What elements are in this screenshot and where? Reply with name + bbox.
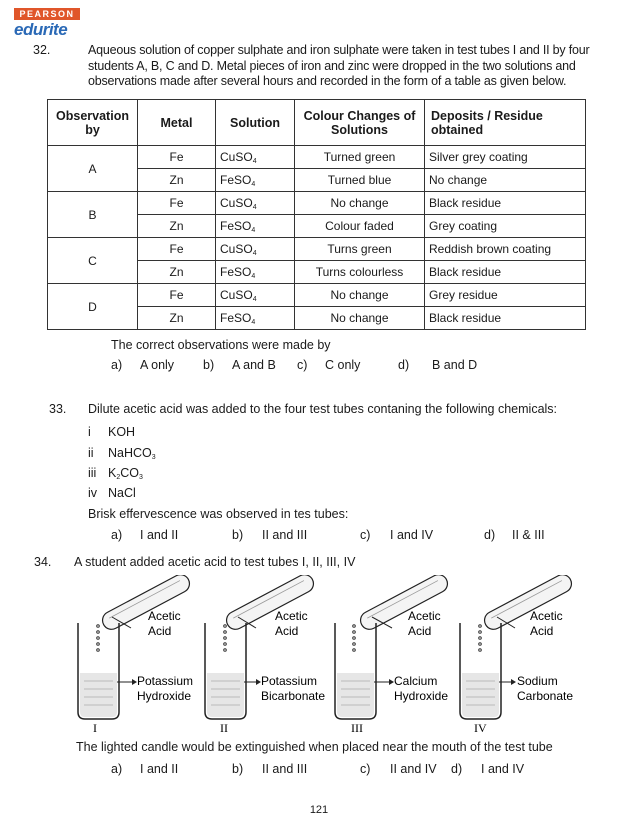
- deposit-cell: No change: [425, 169, 586, 192]
- drop: [479, 625, 482, 628]
- deposit-cell: Silver grey coating: [425, 146, 586, 169]
- option-text: A only: [140, 358, 175, 372]
- test-tube-1: [78, 575, 193, 735]
- question-number: 32.: [33, 43, 51, 57]
- chemical-formula: [108, 466, 143, 481]
- drop: [479, 643, 482, 646]
- option-text: II and III: [262, 762, 308, 776]
- option-text: I and IV: [481, 762, 525, 776]
- question-line: students A, B, C and D. Metal pieces of iron and zinc were dropped in the two solutions and: [88, 58, 576, 73]
- metal-cell: Zn: [138, 307, 216, 330]
- test-tube-3: [335, 575, 451, 735]
- subscript: 4: [252, 203, 257, 211]
- table-header-row: [48, 100, 586, 146]
- colour-cell: No change: [295, 284, 425, 307]
- formula-part: K: [108, 466, 117, 480]
- solution-liquid: [207, 673, 244, 717]
- drop: [224, 637, 227, 640]
- acid-dropper: [481, 575, 574, 632]
- chemical-formula: [108, 425, 135, 439]
- solution-formula: CuSO: [220, 149, 253, 164]
- subscript: 4: [252, 157, 257, 165]
- solution-formula: CuSO: [220, 287, 253, 302]
- colour-cell: Turned blue: [295, 169, 425, 192]
- roman-numeral: i: [88, 425, 91, 439]
- subscript: 4: [251, 272, 256, 280]
- question-number: 34.: [34, 555, 52, 569]
- drop: [479, 649, 482, 652]
- student-cell: C: [48, 238, 138, 284]
- drop: [353, 625, 356, 628]
- tube-number: II: [220, 721, 228, 735]
- subscript: 4: [252, 249, 257, 257]
- option-text: I and IV: [390, 528, 434, 542]
- solution-formula: CuSO: [220, 241, 253, 256]
- test-tubes-diagram: [0, 575, 638, 735]
- tube-number: IV: [474, 721, 487, 735]
- reagent-label: Acetic: [530, 609, 563, 623]
- subscript: 3: [139, 474, 143, 481]
- option-text: A and B: [232, 358, 276, 372]
- deposit-cell: Black residue: [425, 192, 586, 215]
- deposit-cell: Grey coating: [425, 215, 586, 238]
- metal-cell: Fe: [138, 146, 216, 169]
- chemical-formula: [108, 446, 156, 461]
- drop: [97, 637, 100, 640]
- colour-cell: Turns green: [295, 238, 425, 261]
- reagent-label: Acid: [530, 624, 554, 638]
- contents-label: Potassium: [261, 674, 318, 688]
- table-row: [48, 192, 586, 215]
- question-prompt: Brisk effervescence was observed in tes tubes:: [88, 507, 349, 521]
- drop: [479, 637, 482, 640]
- option-label: a): [111, 528, 123, 542]
- question-line: observations made after several hours and recorded in the form of a table as given below.: [88, 74, 567, 88]
- metal-cell: Zn: [138, 169, 216, 192]
- contents-label: Hydroxide: [394, 689, 449, 703]
- solution-cell: [216, 284, 295, 307]
- contents-label: Carbonate: [517, 689, 574, 703]
- drop: [97, 631, 100, 634]
- drop: [353, 637, 356, 640]
- option-label: a): [111, 762, 123, 776]
- option-label: d): [484, 528, 496, 542]
- table-row: [48, 146, 586, 169]
- reagent-label: Acid: [148, 624, 172, 638]
- brand-logo: edurite: [14, 20, 68, 39]
- metal-cell: Fe: [138, 238, 216, 261]
- header-cell: Metal: [138, 100, 216, 146]
- drop: [353, 649, 356, 652]
- solution-cell: [216, 192, 295, 215]
- metal-cell: Fe: [138, 192, 216, 215]
- option-label: d): [451, 762, 463, 776]
- option-label: d): [398, 358, 410, 372]
- option-text: I and II: [140, 762, 179, 776]
- tube-number: III: [351, 721, 363, 735]
- option-text: I and II: [140, 528, 179, 542]
- formula-part: NaHCO: [108, 446, 152, 460]
- roman-numeral: iv: [88, 486, 98, 500]
- subscript: 4: [251, 180, 256, 188]
- solution-cell: [216, 169, 295, 192]
- contents-label: Sodium: [517, 674, 558, 688]
- deposit-cell: Grey residue: [425, 284, 586, 307]
- arrow-head: [511, 679, 516, 685]
- option-text: B and D: [432, 358, 478, 372]
- question-line: Aqueous solution of copper sulphate and iron sulphate were taken in test tubes I and II by four: [88, 43, 590, 57]
- contents-label: Hydroxide: [137, 689, 192, 703]
- formula-part: NaCl: [108, 486, 136, 500]
- metal-cell: Zn: [138, 261, 216, 284]
- colour-cell: No change: [295, 307, 425, 330]
- solution-cell: [216, 261, 295, 284]
- drop: [479, 631, 482, 634]
- option-text: II & III: [512, 528, 545, 542]
- drop: [353, 631, 356, 634]
- formula-part: CO: [120, 466, 139, 480]
- publisher-logo: PEARSON: [14, 8, 80, 20]
- metal-cell: Fe: [138, 284, 216, 307]
- roman-numeral: iii: [88, 466, 97, 480]
- student-cell: B: [48, 192, 138, 238]
- roman-numeral: ii: [88, 446, 94, 460]
- reagent-label: Acid: [408, 624, 432, 638]
- tube-number: I: [93, 721, 97, 735]
- subscript: 2: [116, 474, 121, 481]
- colour-cell: Colour faded: [295, 215, 425, 238]
- deposit-cell: Reddish brown coating: [425, 238, 586, 261]
- reagent-label: Acid: [275, 624, 299, 638]
- solution-cell: [216, 238, 295, 261]
- option-label: b): [203, 358, 215, 372]
- reagent-label: Acetic: [408, 609, 441, 623]
- question-prompt: The correct observations were made by: [111, 338, 331, 352]
- option-text: II and III: [262, 528, 308, 542]
- contents-label: Calcium: [394, 674, 438, 688]
- solution-formula: FeSO: [220, 264, 252, 279]
- drop: [353, 643, 356, 646]
- drop: [224, 649, 227, 652]
- drop: [224, 625, 227, 628]
- option-label: b): [232, 528, 244, 542]
- colour-cell: Turned green: [295, 146, 425, 169]
- solution-cell: [216, 307, 295, 330]
- drop: [224, 643, 227, 646]
- header-cell: Deposits / Residue obtained: [425, 100, 586, 146]
- question-prompt: The lighted candle would be extinguished when placed near the mouth of the test tube: [76, 740, 553, 754]
- option-label: c): [360, 528, 371, 542]
- chemical-formula: [108, 486, 136, 500]
- reagent-label: Acetic: [148, 609, 181, 623]
- drop: [97, 649, 100, 652]
- subscript: 4: [251, 226, 256, 234]
- metal-cell: Zn: [138, 215, 216, 238]
- colour-cell: No change: [295, 192, 425, 215]
- drop: [97, 643, 100, 646]
- table-row: [48, 238, 586, 261]
- solution-formula: FeSO: [220, 218, 252, 233]
- solution-liquid: [80, 673, 117, 717]
- question-text: [88, 43, 608, 90]
- solution-liquid: [462, 673, 499, 717]
- deposit-cell: Black residue: [425, 307, 586, 330]
- observation-table: [47, 99, 586, 330]
- student-cell: D: [48, 284, 138, 330]
- option-text: C only: [325, 358, 361, 372]
- subscript: 4: [251, 318, 256, 326]
- option-text: II and IV: [390, 762, 437, 776]
- acid-dropper: [99, 575, 192, 632]
- colour-cell: Turns colourless: [295, 261, 425, 284]
- acid-dropper: [223, 575, 316, 632]
- deposit-cell: Black residue: [425, 261, 586, 284]
- subscript: 4: [252, 295, 257, 303]
- formula-part: KOH: [108, 425, 136, 439]
- test-tube-4: [460, 575, 575, 735]
- question-number: 33.: [49, 402, 67, 416]
- header-cell: Colour Changes of Solutions: [295, 100, 425, 146]
- solution-formula: CuSO: [220, 195, 253, 210]
- question-text: A student added acetic acid to test tubes I, II, III, IV: [74, 555, 356, 569]
- option-label: c): [297, 358, 308, 372]
- option-label: c): [360, 762, 371, 776]
- reagent-label: Acetic: [275, 609, 308, 623]
- test-tube-2: [205, 575, 325, 735]
- contents-label: Potassium: [137, 674, 194, 688]
- student-cell: A: [48, 146, 138, 192]
- option-label: b): [232, 762, 244, 776]
- solution-cell: [216, 215, 295, 238]
- solution-formula: FeSO: [220, 172, 252, 187]
- solution-liquid: [337, 673, 374, 717]
- question-text: Dilute acetic acid was added to the four test tubes contaning the following chemicals:: [88, 402, 558, 416]
- page-number: 121: [309, 804, 329, 816]
- subscript: 3: [151, 454, 156, 461]
- table-row: [48, 284, 586, 307]
- acid-dropper: [357, 575, 450, 632]
- solution-cell: [216, 146, 295, 169]
- drop: [97, 625, 100, 628]
- solution-formula: FeSO: [220, 310, 252, 325]
- option-label: a): [111, 358, 123, 372]
- contents-label: Bicarbonate: [261, 689, 326, 703]
- drop: [224, 631, 227, 634]
- header-cell: Solution: [216, 100, 295, 146]
- header-cell: Observation by: [48, 100, 138, 146]
